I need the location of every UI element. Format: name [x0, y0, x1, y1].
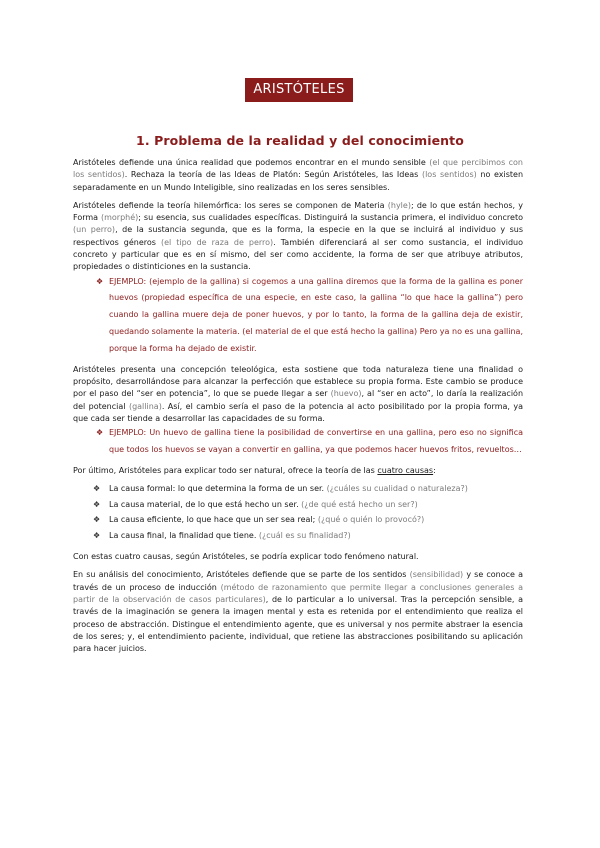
cause-material: ❖ La causa material, de lo que está hecho un ser. (¿de qué está hecho un ser?)	[109, 497, 523, 513]
diamond-bullet-icon: ❖	[93, 499, 101, 509]
example-chicken: ❖ EJEMPLO: (ejemplo de la gallina) si cogemos a una gallina diremos que la forma de la gallina es poner huevos (propiedad específica de una especie, en este caso, la gallina “lo que hace la gallina”) pero cuando la gallina muere deja de poner huevos, y por lo tanto, la forma de la gallina deja de existir, quedando solamente la materia. (el material de el que está hecho la gallina) Pero ya no es una gallina, porque la forma ha dejado de existir.	[109, 274, 523, 358]
causes-list	[73, 481, 523, 543]
cause-efficient: ❖ La causa eficiente, lo que hace que un ser sea real; (¿qué o quién lo provocó?)	[109, 512, 523, 528]
paragraph-hylomorphism: Aristóteles defiende la teoría hilemórfica: los seres se componen de Materia (hyle); de lo que están hechos, y Forma (morphé); su esencia, sus cualidades específicas. Distinguirá la sustancia primera, el individuo concreto (un perro), de la sustancia segunda, que es la forma, la especie en la que se incluirá al individuo y sus respectivos géneros (el tipo de raza de perro). También diferenciará al ser como sustancia, el individuo concreto y particular que es en sí mismo, del ser como accidente, la forma de ser que atribuye atributos, propiedades o distinticiones en la sustancia.	[73, 200, 524, 272]
four-causes-link: cuatro causas	[377, 465, 434, 475]
paragraph-four-causes-intro: Por último, Aristóteles para explicar todo ser natural, ofrece la teoría de las cuatro causas:	[73, 465, 436, 475]
document-body	[73, 157, 523, 661]
paragraph-knowledge: En su análisis del conocimiento, Aristóteles defiende que se parte de los sentidos (sensibilidad) y se conoce a través de un proceso de inducción (método de razonamiento que permite llegar a conclusiones generales a partir de la observación de casos particulares), de lo particular a lo universal. Tras la percepción sensible, a través de la imaginación se genera la imagen mental y esta es retenida por el entendimiento que realiza el proceso de abstracción. Distingue el entendimiento agente, que es universal y nos permite abstraer la esencia de los seres; y, el entendimiento paciente, individual, que retiene las abstracciones posibilitando su aplicación para hacer juicios.	[73, 570, 524, 654]
diamond-bullet-icon: ❖	[93, 484, 101, 494]
diamond-bullet-icon: ❖	[93, 515, 101, 525]
example-egg: ❖ EJEMPLO: Un huevo de gallina tiene la posibilidad de convertirse en una gallina, pero eso no significa que todos los huevos se vayan a convertir en gallina, ya que podemos hacer huevos fritos, revueltos…	[109, 425, 523, 459]
cause-formal: ❖ La causa formal: lo que determina la forma de un ser. (¿cuáles su cualidad o naturaleza?)	[109, 481, 523, 497]
example-list	[73, 274, 523, 358]
diamond-bullet-icon: ❖	[93, 530, 101, 540]
diamond-bullet-icon: ❖	[96, 428, 104, 438]
paragraph-reality: Aristóteles defiende una única realidad que podemos encontrar en el mundo sensible (el que percibimos con los sentidos). Rechaza la teoría de las Ideas de Platón: Según Aristóteles, las Ideas (los sentidos) no existen separadamente en un Mundo Inteligible, sino realizadas en los seres sensibles.	[73, 158, 524, 192]
paragraph-causes-conclusion: Con estas cuatro causas, según Aristóteles, se podría explicar todo fenómeno natural.	[73, 552, 419, 562]
document-title: ARISTÓTELES	[245, 78, 353, 102]
section-heading: 1. Problema de la realidad y del conocimiento	[136, 133, 464, 148]
example-list	[73, 425, 523, 459]
cause-final: ❖ La causa final, la finalidad que tiene. (¿cuál es su finalidad?)	[109, 528, 523, 544]
diamond-bullet-icon: ❖	[96, 276, 104, 286]
paragraph-teleology: Aristóteles presenta una concepción teleológica, esta sostiene que toda naturaleza tiene una finalidad o propósito, desarrollándose para alcanzar la perfección que establece su propia forma. Este cambio se produce por el paso del “ser en potencia”, lo que se puede llegar a ser (huevo), al “ser en acto”, lo daría la realización del potencial (gallina). Así, el cambio sería el paso de la potencia al acto posibilitado por la propia forma, ya que cada ser tiende a desarrollar las capacidades de su forma.	[73, 364, 524, 423]
